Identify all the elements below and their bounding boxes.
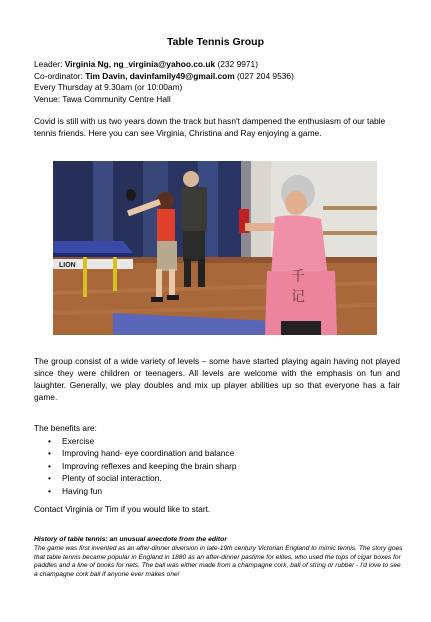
group-info bbox=[34, 59, 414, 105]
list-item: • Having fun bbox=[48, 485, 237, 497]
contact-line: Contact Virginia or Tim if you would like to start. bbox=[34, 504, 211, 514]
table-tennis-photo bbox=[53, 161, 377, 335]
benefits-heading: The benefits are: bbox=[34, 423, 97, 433]
list-item: • Plenty of social interaction. bbox=[48, 472, 237, 484]
history-heading: History of table tennis: an unusual anecdote from the editor bbox=[34, 536, 227, 543]
svg-text:千: 千 bbox=[291, 269, 305, 285]
levels-paragraph: The group consist of a wide variety of levels – some have started playing again having not played since they were children or teenagers. All levels are welcome with the emphasis on fun and laughter. Generally, we play doubles and mix up player abilities up so that everyone has a fair game. bbox=[34, 356, 400, 402]
schedule-line: Every Thursday at 9.30am (or 10:00am) bbox=[34, 82, 183, 92]
photo-banner-text: LION bbox=[59, 262, 76, 269]
intro-paragraph: Covid is still with us two years down the track but hasn't dampened the enthusiasm of our table tennis friends. Here you can see Virginia, Christina and Ray enjoying a game. bbox=[34, 116, 386, 138]
venue-line: Venue: Tawa Community Centre Hall bbox=[34, 93, 171, 104]
benefits-list bbox=[48, 435, 237, 497]
page-title: Table Tennis Group bbox=[166, 36, 265, 48]
leader-line: Leader: Virginia Ng, ng_virginia@yahoo.co.uk (232 9971) bbox=[34, 59, 258, 69]
svg-text:记: 记 bbox=[291, 289, 305, 305]
coordinator-line: Co-ordinator: Tim Davin, davinfamily49@gmail.com (027 204 9536) bbox=[34, 70, 294, 81]
list-item: • Exercise bbox=[48, 435, 237, 447]
list-item: • Improving hand- eye coordination and balance bbox=[48, 447, 237, 459]
history-paragraph: The game was first invented as an after-dinner diversion in late-19th century Victorian England to mimic tennis. The story goes that table tennis became popular in England in 1880 as an after-dinner pastime for elites, who used the tops of cigar boxes for paddles and a line of books for nets. The ball was either made from a champagne cork, ball of string or rubber - I'd love to see a champagne cork ball if anyone ever makes one! bbox=[34, 545, 403, 578]
leader-name: Virginia Ng, ng_virginia@yahoo.co.uk bbox=[64, 59, 216, 69]
coordinator-name: Tim Davin, davinfamily49@gmail.com bbox=[85, 70, 235, 81]
list-item: • Improving reflexes and keeping the brain sharp bbox=[48, 460, 237, 472]
